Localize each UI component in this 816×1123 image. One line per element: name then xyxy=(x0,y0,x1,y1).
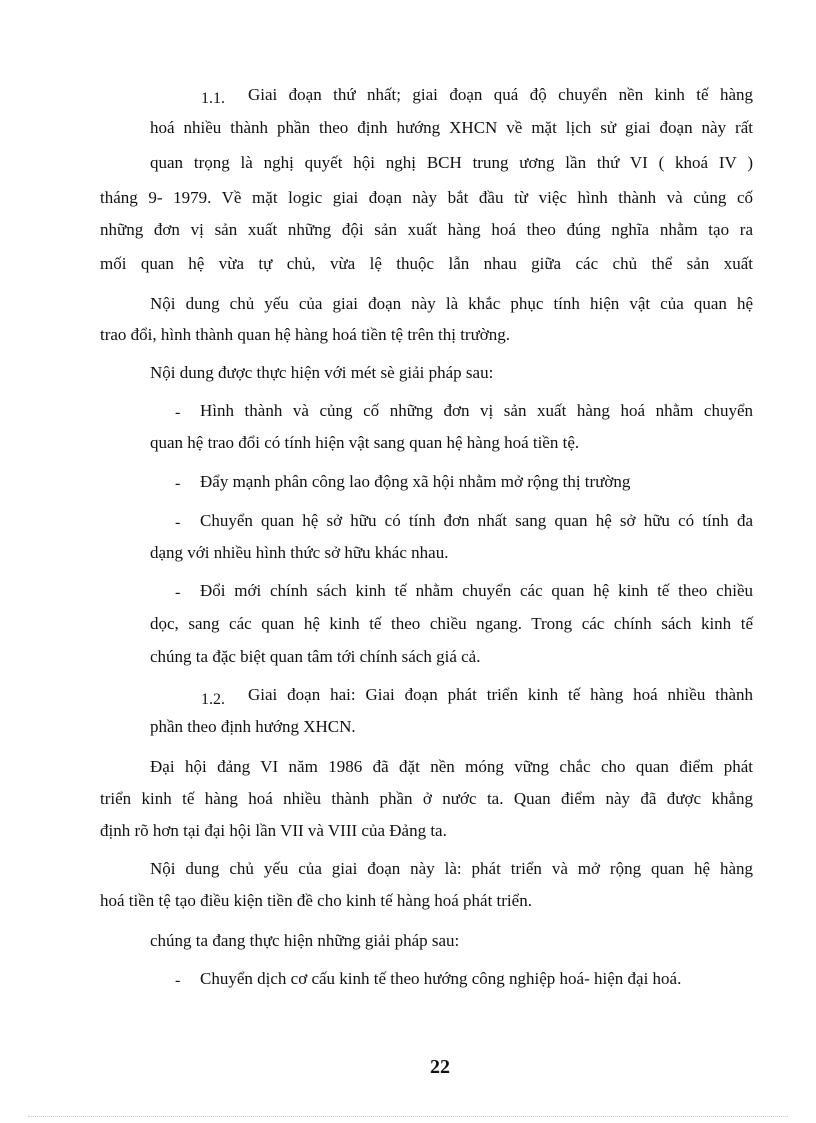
paragraph-line: Nội dung được thực hiện với mét sè giải pháp sau: xyxy=(150,363,494,382)
section-number: 1.2. xyxy=(201,691,225,708)
bottom-divider xyxy=(28,1116,788,1117)
bullet-line: Chuyển quan hệ sở hữu có tính đơn nhất sang quan hệ sở hữu có tính đa xyxy=(200,511,753,530)
paragraph-line: những đơn vị sản xuất những đội sản xuất hàng hoá theo đúng nghĩa nhằm tạo ra xyxy=(100,220,753,239)
paragraph-line: chúng ta đang thực hiện những giải pháp sau: xyxy=(150,931,460,950)
paragraph-line: Nội dung chủ yếu của giai đoạn này là: phát triển và mở rộng quan hệ hàng xyxy=(150,859,753,878)
bullet-dash: - xyxy=(175,972,181,989)
bullet-line: Đẩy mạnh phân công lao động xã hội nhằm mở rộng thị trường xyxy=(200,472,631,491)
bullet-dash: - xyxy=(175,404,181,421)
bullet-line: Đổi mới chính sách kinh tế nhằm chuyển các quan hệ kinh tế theo chiều xyxy=(200,581,753,600)
paragraph-line: triển kinh tế hàng hoá nhiều thành phần ở nước ta. Quan điểm này đã được khẳng xyxy=(100,789,753,808)
bullet-line: dọc, sang các quan hệ kinh tế theo chiều ngang. Trong các chính sách kinh tế xyxy=(150,614,753,633)
section-heading-line: hoá nhiều thành phần theo định hướng XHCN về mặt lịch sử giai đoạn này rất xyxy=(150,118,753,137)
section-heading-line: Giai đoạn hai: Giai đoạn phát triển kinh tế hàng hoá nhiều thành xyxy=(248,685,753,704)
bullet-dash: - xyxy=(175,514,181,531)
paragraph-line: mối quan hệ vừa tự chủ, vừa lệ thuộc lẫn nhau giữa các chủ thể sản xuất xyxy=(100,254,753,273)
bullet-line: Hình thành và củng cố những đơn vị sản xuất hàng hoá nhằm chuyển xyxy=(200,401,753,420)
bullet-dash: - xyxy=(175,475,181,492)
section-number: 1.1. xyxy=(201,90,225,107)
page-number: 22 xyxy=(430,1056,450,1078)
paragraph-line: hoá tiền tệ tạo điều kiện tiền đề cho kinh tế hàng hoá phát triển. xyxy=(100,891,532,910)
paragraph-line: Đại hội đảng VI năm 1986 đã đặt nền móng vững chắc cho quan điểm phát xyxy=(150,757,753,776)
bullet-line: chúng ta đặc biệt quan tâm tới chính sách giá cả. xyxy=(150,647,481,666)
paragraph-line: định rõ hơn tại đại hội lần VII và VIII của Đảng ta. xyxy=(100,821,447,840)
paragraph-line: tháng 9- 1979. Về mặt logic giai đoạn này bắt đầu từ việc hình thành và củng cố xyxy=(100,188,753,207)
section-heading-line: Giai đoạn thứ nhất; giai đoạn quá độ chuyển nền kinh tế hàng xyxy=(248,85,753,104)
paragraph-line: Nội dung chủ yếu của giai đoạn này là khắc phục tính hiện vật của quan hệ xyxy=(150,294,753,313)
paragraph-line: trao đổi, hình thành quan hệ hàng hoá tiền tệ trên thị trường. xyxy=(100,325,511,344)
section-heading-line: quan trọng là nghị quyết hội nghị BCH trung ương lần thứ VI ( khoá IV ) xyxy=(150,153,753,172)
bullet-line: quan hệ trao đổi có tính hiện vật sang quan hệ hàng hoá tiền tệ. xyxy=(150,433,580,452)
bullet-line: Chuyển dịch cơ cấu kinh tế theo hướng công nghiệp hoá- hiện đại hoá. xyxy=(200,969,682,988)
section-heading-line: phần theo định hướng XHCN. xyxy=(150,717,356,736)
bullet-dash: - xyxy=(175,584,181,601)
bullet-line: dạng với nhiều hình thức sở hữu khác nhau. xyxy=(150,543,449,562)
